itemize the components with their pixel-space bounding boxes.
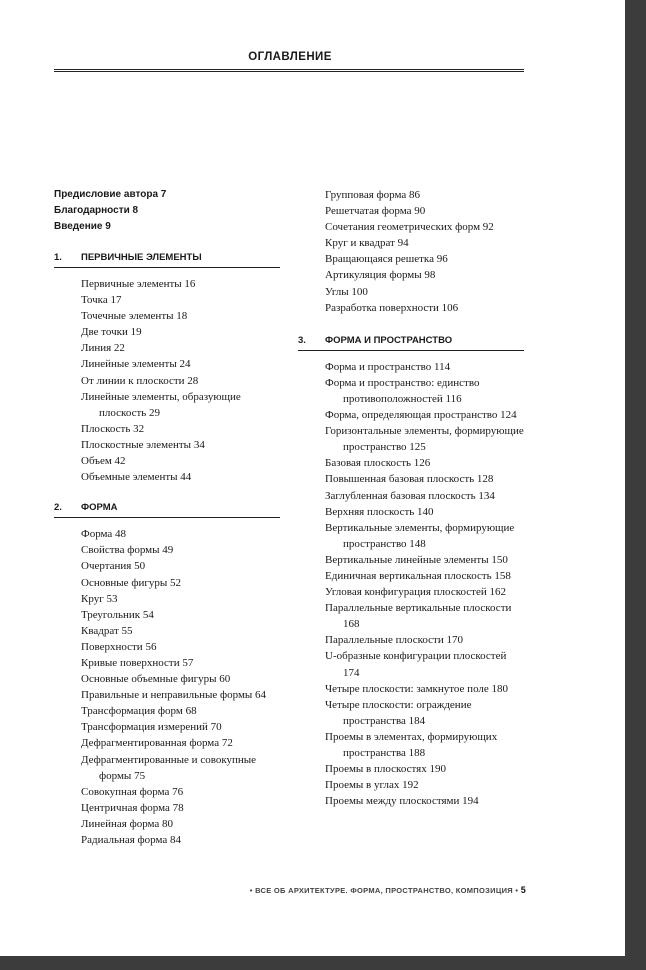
- toc-entry[interactable]: Форма и пространство 114: [325, 360, 451, 373]
- toc-right-column: [298, 187, 524, 809]
- front-matter-list: [54, 187, 280, 235]
- section-2-continued-items: [298, 187, 524, 316]
- toc-entry[interactable]: Трансформация измерений 70: [81, 721, 222, 734]
- toc-entry[interactable]: Кривые поверхности 57: [81, 656, 194, 669]
- toc-entry[interactable]: Повышенная базовая плоскость 128: [325, 473, 494, 486]
- toc-entry[interactable]: Центричная форма 78: [81, 801, 184, 814]
- toc-entry[interactable]: Форма и пространство: единство противоположностей 116: [325, 376, 480, 405]
- toc-entry[interactable]: Круг 53: [81, 592, 118, 605]
- toc-entry[interactable]: Свойства формы 49: [81, 544, 174, 557]
- toc-entry[interactable]: Проемы в углах 192: [325, 779, 419, 792]
- toc-entry[interactable]: Сочетания геометрических форм 92: [325, 221, 494, 234]
- toc-entry[interactable]: Проемы в элементах, формирующих пространства 188: [325, 730, 498, 759]
- toc-entry[interactable]: Линейные элементы, образующие плоскость 29: [81, 390, 241, 419]
- page-footer: [0, 885, 526, 895]
- toc-entry[interactable]: Форма 48: [81, 528, 127, 541]
- toc-entry[interactable]: Плоскостные элементы 34: [81, 438, 205, 451]
- toc-entry[interactable]: Базовая плоскость 126: [325, 457, 431, 470]
- toc-entry-introduction[interactable]: Введение 9: [54, 221, 111, 232]
- section-number: 2.: [54, 502, 62, 514]
- section-heading-3: [298, 334, 524, 351]
- toc-entry[interactable]: U-образные конфигурации плоскостей 174: [325, 650, 507, 679]
- toc-entry[interactable]: Объем 42: [81, 455, 126, 468]
- toc-entry[interactable]: Треугольник 54: [81, 608, 154, 621]
- toc-entry[interactable]: Плоскость 32: [81, 422, 145, 435]
- toc-entry[interactable]: Единичная вертикальная плоскость 158: [325, 569, 511, 582]
- toc-entry[interactable]: Проемы между плоскостями 194: [325, 795, 479, 808]
- toc-entry[interactable]: Заглубленная базовая плоскость 134: [325, 489, 495, 502]
- toc-entry[interactable]: Линейные элементы 24: [81, 358, 191, 371]
- toc-entry[interactable]: Поверхности 56: [81, 640, 157, 653]
- toc-entry[interactable]: Угловая конфигурация плоскостей 162: [325, 586, 506, 599]
- toc-entry[interactable]: Точка 17: [81, 294, 122, 307]
- toc-entry[interactable]: Круг и квадрат 94: [325, 237, 409, 250]
- toc-entry[interactable]: От линии к плоскости 28: [81, 374, 199, 387]
- toc-entry[interactable]: Четыре плоскости: ограждение пространства 184: [325, 698, 472, 727]
- toc-entry[interactable]: Вертикальные элементы, формирующие пространство 148: [325, 521, 515, 550]
- toc-entry[interactable]: Параллельные плоскости 170: [325, 634, 463, 647]
- toc-entry[interactable]: Форма, определяющая пространство 124: [325, 409, 517, 422]
- section-heading-1: [54, 251, 280, 268]
- toc-left-column: [54, 187, 280, 848]
- toc-entry[interactable]: Квадрат 55: [81, 624, 133, 637]
- toc-entry[interactable]: Точечные элементы 18: [81, 310, 188, 323]
- section-number: 3.: [298, 334, 306, 346]
- toc-entry[interactable]: Линия 22: [81, 342, 125, 355]
- section-title[interactable]: ФОРМА: [81, 502, 118, 514]
- toc-entry[interactable]: Проемы в плоскостях 190: [325, 763, 446, 776]
- toc-entry-preface[interactable]: Предисловие автора 7: [54, 189, 167, 200]
- toc-entry[interactable]: Первичные элементы 16: [81, 278, 196, 290]
- toc-entry[interactable]: Линейная форма 80: [81, 817, 174, 830]
- toc-entry[interactable]: Основные объемные фигуры 60: [81, 673, 231, 686]
- running-footer-text: • ВСЕ ОБ АРХИТЕКТУРЕ. ФОРМА, ПРОСТРАНСТВО, КОМПОЗИЦИЯ •: [249, 886, 519, 895]
- page-title: ОГЛАВЛЕНИЕ: [248, 51, 332, 63]
- toc-entry[interactable]: Очертания 50: [81, 560, 146, 573]
- toc-entry[interactable]: Углы 100: [325, 285, 368, 298]
- toc-entry[interactable]: Горизонтальные элементы, формирующие пространство 125: [325, 425, 524, 454]
- toc-entry[interactable]: Вращающаяся решетка 96: [325, 253, 448, 266]
- section-1-items: [54, 276, 280, 485]
- toc-entry[interactable]: Правильные и неправильные формы 64: [81, 689, 267, 702]
- toc-entry[interactable]: Групповая форма 86: [325, 189, 421, 201]
- section-heading-2: [54, 501, 280, 518]
- section-title[interactable]: ФОРМА И ПРОСТРАНСТВО: [325, 334, 453, 346]
- toc-entry[interactable]: Радиальная форма 84: [81, 834, 182, 846]
- toc-entry[interactable]: Параллельные вертикальные плоскости 168: [325, 602, 512, 631]
- section-3-items: [298, 359, 524, 810]
- toc-entry[interactable]: Дефрагментированные и совокупные формы 75: [81, 753, 257, 782]
- toc-entry[interactable]: Трансформация форм 68: [81, 705, 197, 718]
- toc-entry[interactable]: Вертикальные линейные элементы 150: [325, 553, 508, 566]
- title-double-rule: [54, 69, 524, 72]
- toc-entry[interactable]: Две точки 19: [81, 326, 142, 339]
- toc-entry[interactable]: Разработка поверхности 106: [325, 301, 459, 314]
- toc-entry[interactable]: Дефрагментированная форма 72: [81, 737, 233, 750]
- toc-entry[interactable]: Совокупная форма 76: [81, 785, 184, 798]
- toc-entry[interactable]: Объемные элементы 44: [81, 471, 192, 484]
- toc-entry[interactable]: Артикуляция формы 98: [325, 269, 436, 282]
- section-title[interactable]: ПЕРВИЧНЫЕ ЭЛЕМЕНТЫ: [81, 252, 202, 263]
- toc-entry[interactable]: Основные фигуры 52: [81, 576, 181, 589]
- page-number: 5: [520, 885, 526, 895]
- toc-entry[interactable]: Четыре плоскости: замкнутое поле 180: [325, 682, 509, 695]
- section-2-items: [54, 526, 280, 848]
- toc-entry-acknowledgements[interactable]: Благодарности 8: [54, 205, 139, 216]
- toc-entry[interactable]: Верхняя плоскость 140: [325, 505, 434, 518]
- toc-entry[interactable]: Решетчатая форма 90: [325, 205, 426, 218]
- section-number: 1.: [54, 252, 62, 263]
